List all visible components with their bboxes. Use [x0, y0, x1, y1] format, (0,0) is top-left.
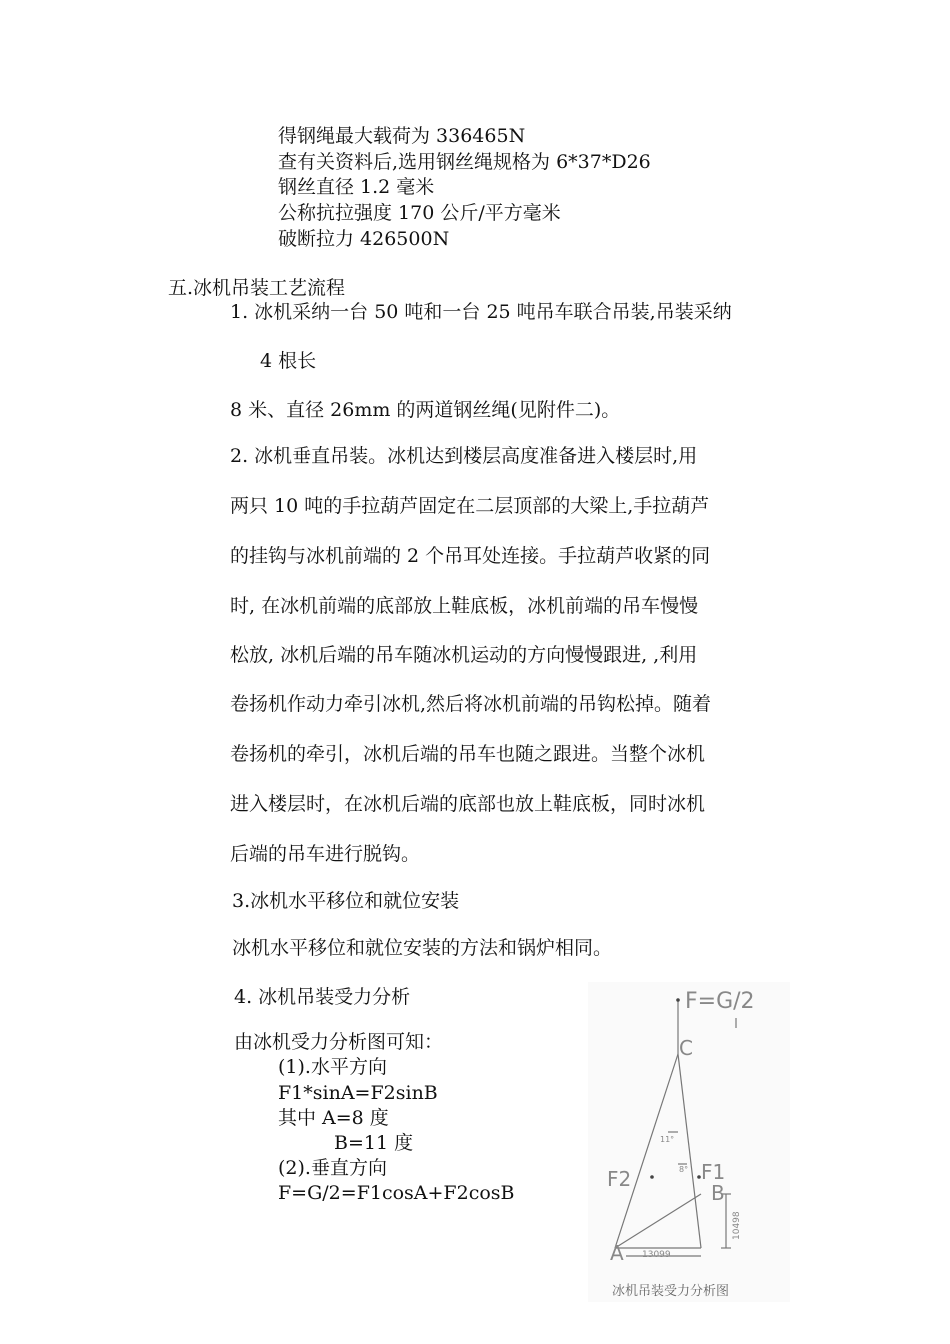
section-heading: 五.冰机吊装工艺流程 — [168, 277, 346, 299]
vertical-title: (2).垂直方向 — [278, 1157, 387, 1179]
step3-title: 3.冰机水平移位和就位安装 — [232, 890, 460, 912]
width-dimension-label: 13099 — [642, 1250, 671, 1260]
angle-11-label: 11° — [660, 1135, 675, 1144]
f2-point-dot — [650, 1175, 654, 1179]
step1-line: 1. 冰机采纳一台 50 吨和一台 25 吨吊车联合吊装,吊装采纳 — [230, 301, 732, 323]
rope-spec: 查有关资料后,选用钢丝绳规格为 6*37*D26 — [278, 151, 651, 173]
diagram-caption: 冰机吊装受力分析图 — [612, 1284, 730, 1299]
horizontal-title: (1).水平方向 — [278, 1056, 387, 1078]
step2-line: 的挂钩与冰机前端的 2 个吊耳处连接。手拉葫芦收紧的同 — [230, 545, 711, 567]
point-c-label: C — [679, 1036, 693, 1060]
angle-b: B=11 度 — [334, 1132, 414, 1154]
point-b-label: B — [711, 1181, 725, 1205]
angle-a: 其中 A=8 度 — [278, 1107, 389, 1129]
step2-line: 2. 冰机垂直吊装。冰机达到楼层高度准备进入楼层时,用 — [230, 445, 698, 467]
point-a-label: A — [610, 1241, 624, 1265]
force-point-dot — [676, 998, 680, 1002]
step2-line: 后端的吊车进行脱钩。 — [230, 843, 421, 865]
step2-line: 松放, 冰机后端的吊车随冰机运动的方向慢慢跟进, ,利用 — [230, 644, 698, 666]
rope-max-load: 得钢绳最大载荷为 336465N — [278, 125, 526, 147]
f1-label: F1 — [701, 1160, 726, 1184]
f2-label: F2 — [607, 1167, 632, 1191]
rope-breaking-force: 破断拉力 426500N — [278, 228, 450, 250]
height-dimension-label: 10498 — [732, 1211, 742, 1240]
step3-body: 冰机水平移位和就位安装的方法和锅炉相同。 — [232, 937, 613, 959]
rope-wire-diameter: 钢丝直径 1.2 毫米 — [278, 176, 435, 198]
vertical-equation: F=G/2=F1cosA+F2cosB — [278, 1182, 515, 1204]
step1-line: 8 米、直径 26mm 的两道钢丝绳(见附件二)。 — [230, 399, 621, 421]
force-analysis-diagram — [588, 982, 790, 1302]
rope-tensile-strength: 公称抗拉强度 170 公斤/平方毫米 — [278, 202, 561, 224]
step2-line: 卷扬机作动力牵引冰机,然后将冰机前端的吊钩松掉。随着 — [230, 693, 712, 715]
horizontal-equation: F1*sinA=F2sinB — [278, 1082, 438, 1104]
step2-line: 卷扬机的牵引，冰机后端的吊车也随之跟进。当整个冰机 — [230, 743, 706, 765]
step4-intro: 由冰机受力分析图可知： — [234, 1031, 444, 1053]
top-force-label: F=G/2 — [685, 989, 755, 1014]
step2-line: 时, 在冰机前端的底部放上鞋底板，冰机前端的吊车慢慢 — [230, 595, 699, 617]
step1-line: 4 根长 — [260, 350, 317, 372]
step4-title: 4. 冰机吊装受力分析 — [234, 986, 411, 1008]
angle-8-label: 8° — [679, 1165, 689, 1174]
step2-line: 两只 10 吨的手拉葫芦固定在二层顶部的大梁上,手拉葫芦 — [230, 495, 710, 517]
step2-line: 进入楼层时，在冰机后端的底部也放上鞋底板，同时冰机 — [230, 793, 706, 815]
